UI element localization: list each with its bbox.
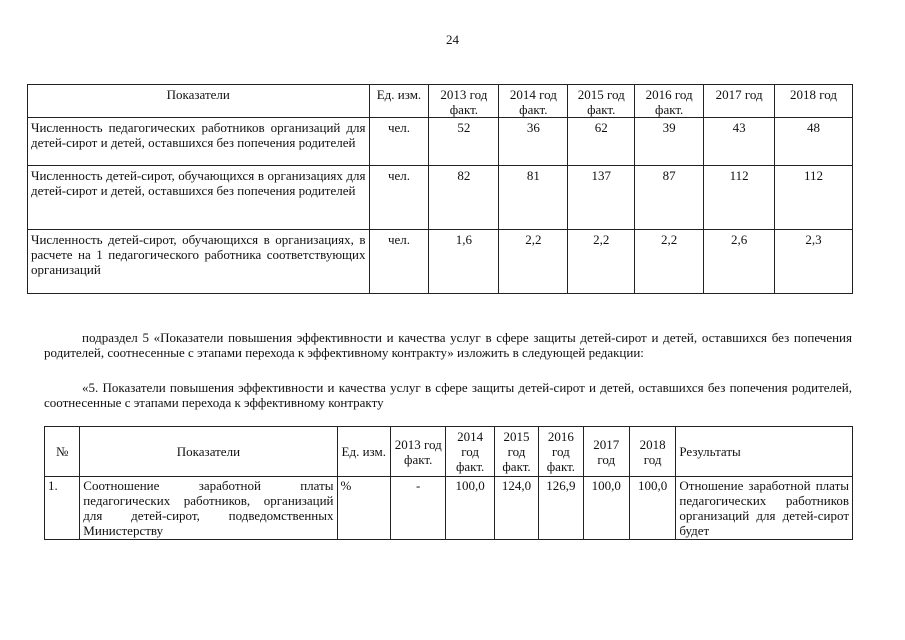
header-number: № bbox=[45, 427, 80, 477]
page-number: 24 bbox=[446, 32, 459, 47]
row-number: 1. bbox=[45, 477, 80, 540]
row-label: Численность детей-сирот, обучающихся в организациях для детей-сирот и детей, оставшихся без попечения родителей bbox=[28, 166, 370, 230]
table-row bbox=[45, 477, 853, 540]
value-cell: 52 bbox=[429, 118, 499, 166]
efficiency-indicators-table bbox=[44, 426, 853, 540]
row-result: Отношение заработной платы педагогических работников организаций для детей-сирот будет bbox=[676, 477, 853, 540]
value-cell: 62 bbox=[568, 118, 635, 166]
row-label: Соотношение заработной платы педагогических работников, организаций для детей-сирот, подведомственных Министерству bbox=[80, 477, 337, 540]
row-label: Численность педагогических работников организаций для детей-сирот и детей, оставшихся без попечения родителей bbox=[28, 118, 370, 166]
value-cell: 124,0 bbox=[494, 477, 538, 540]
indicators-table bbox=[27, 84, 853, 294]
section-heading-paragraph: «5. Показатели повышения эффективности и качества услуг в сфере защиты детей-сирот и детей, оставшихся без попечения родителей, соотнесенные с этапами перехода к эффективному контракту bbox=[44, 380, 852, 410]
value-cell: 2,2 bbox=[568, 230, 635, 294]
header-2013: 2013 год факт. bbox=[390, 427, 445, 477]
row-unit: чел. bbox=[369, 230, 429, 294]
value-cell: 2,3 bbox=[775, 230, 853, 294]
header-2014: 2014 год факт. bbox=[499, 85, 568, 118]
header-2016: 2016 год факт. bbox=[635, 85, 704, 118]
row-label: Численность детей-сирот, обучающихся в организациях, в расчете на 1 педагогического работника соответствующих организаций bbox=[28, 230, 370, 294]
header-2015: 2015 год факт. bbox=[494, 427, 538, 477]
value-cell: 36 bbox=[499, 118, 568, 166]
header-results: Результаты bbox=[676, 427, 853, 477]
table-header-row bbox=[28, 85, 853, 118]
value-cell: 100,0 bbox=[629, 477, 675, 540]
row-unit: чел. bbox=[369, 166, 429, 230]
header-indicators: Показатели bbox=[80, 427, 337, 477]
row-unit: % bbox=[337, 477, 390, 540]
value-cell: 112 bbox=[775, 166, 853, 230]
header-2013: 2013 год факт. bbox=[429, 85, 499, 118]
value-cell: - bbox=[390, 477, 445, 540]
header-2016: 2016 год факт. bbox=[539, 427, 583, 477]
row-unit: чел. bbox=[369, 118, 429, 166]
table-header-row bbox=[45, 427, 853, 477]
table-row bbox=[28, 230, 853, 294]
value-cell: 112 bbox=[704, 166, 775, 230]
value-cell: 100,0 bbox=[583, 477, 629, 540]
value-cell: 2,6 bbox=[704, 230, 775, 294]
value-cell: 2,2 bbox=[635, 230, 704, 294]
header-unit: Ед. изм. bbox=[337, 427, 390, 477]
header-indicators: Показатели bbox=[28, 85, 370, 118]
header-2014: 2014 год факт. bbox=[446, 427, 494, 477]
value-cell: 1,6 bbox=[429, 230, 499, 294]
table-row bbox=[28, 118, 853, 166]
value-cell: 48 bbox=[775, 118, 853, 166]
amendment-paragraph: подраздел 5 «Показатели повышения эффективности и качества услуг в сфере защиты детей-сирот и детей, оставшихся без попечения родителей, соотнесенные с этапами перехода к эффективному контракту» изложить в следующей редакции: bbox=[44, 330, 852, 360]
value-cell: 100,0 bbox=[446, 477, 494, 540]
header-2018: 2018 год bbox=[775, 85, 853, 118]
header-2017: 2017 год bbox=[583, 427, 629, 477]
value-cell: 81 bbox=[499, 166, 568, 230]
header-2018: 2018 год bbox=[629, 427, 675, 477]
header-unit: Ед. изм. bbox=[369, 85, 429, 118]
value-cell: 2,2 bbox=[499, 230, 568, 294]
table-row bbox=[28, 166, 853, 230]
header-2017: 2017 год bbox=[704, 85, 775, 118]
value-cell: 137 bbox=[568, 166, 635, 230]
value-cell: 87 bbox=[635, 166, 704, 230]
value-cell: 126,9 bbox=[539, 477, 583, 540]
value-cell: 43 bbox=[704, 118, 775, 166]
value-cell: 39 bbox=[635, 118, 704, 166]
header-2015: 2015 год факт. bbox=[568, 85, 635, 118]
value-cell: 82 bbox=[429, 166, 499, 230]
